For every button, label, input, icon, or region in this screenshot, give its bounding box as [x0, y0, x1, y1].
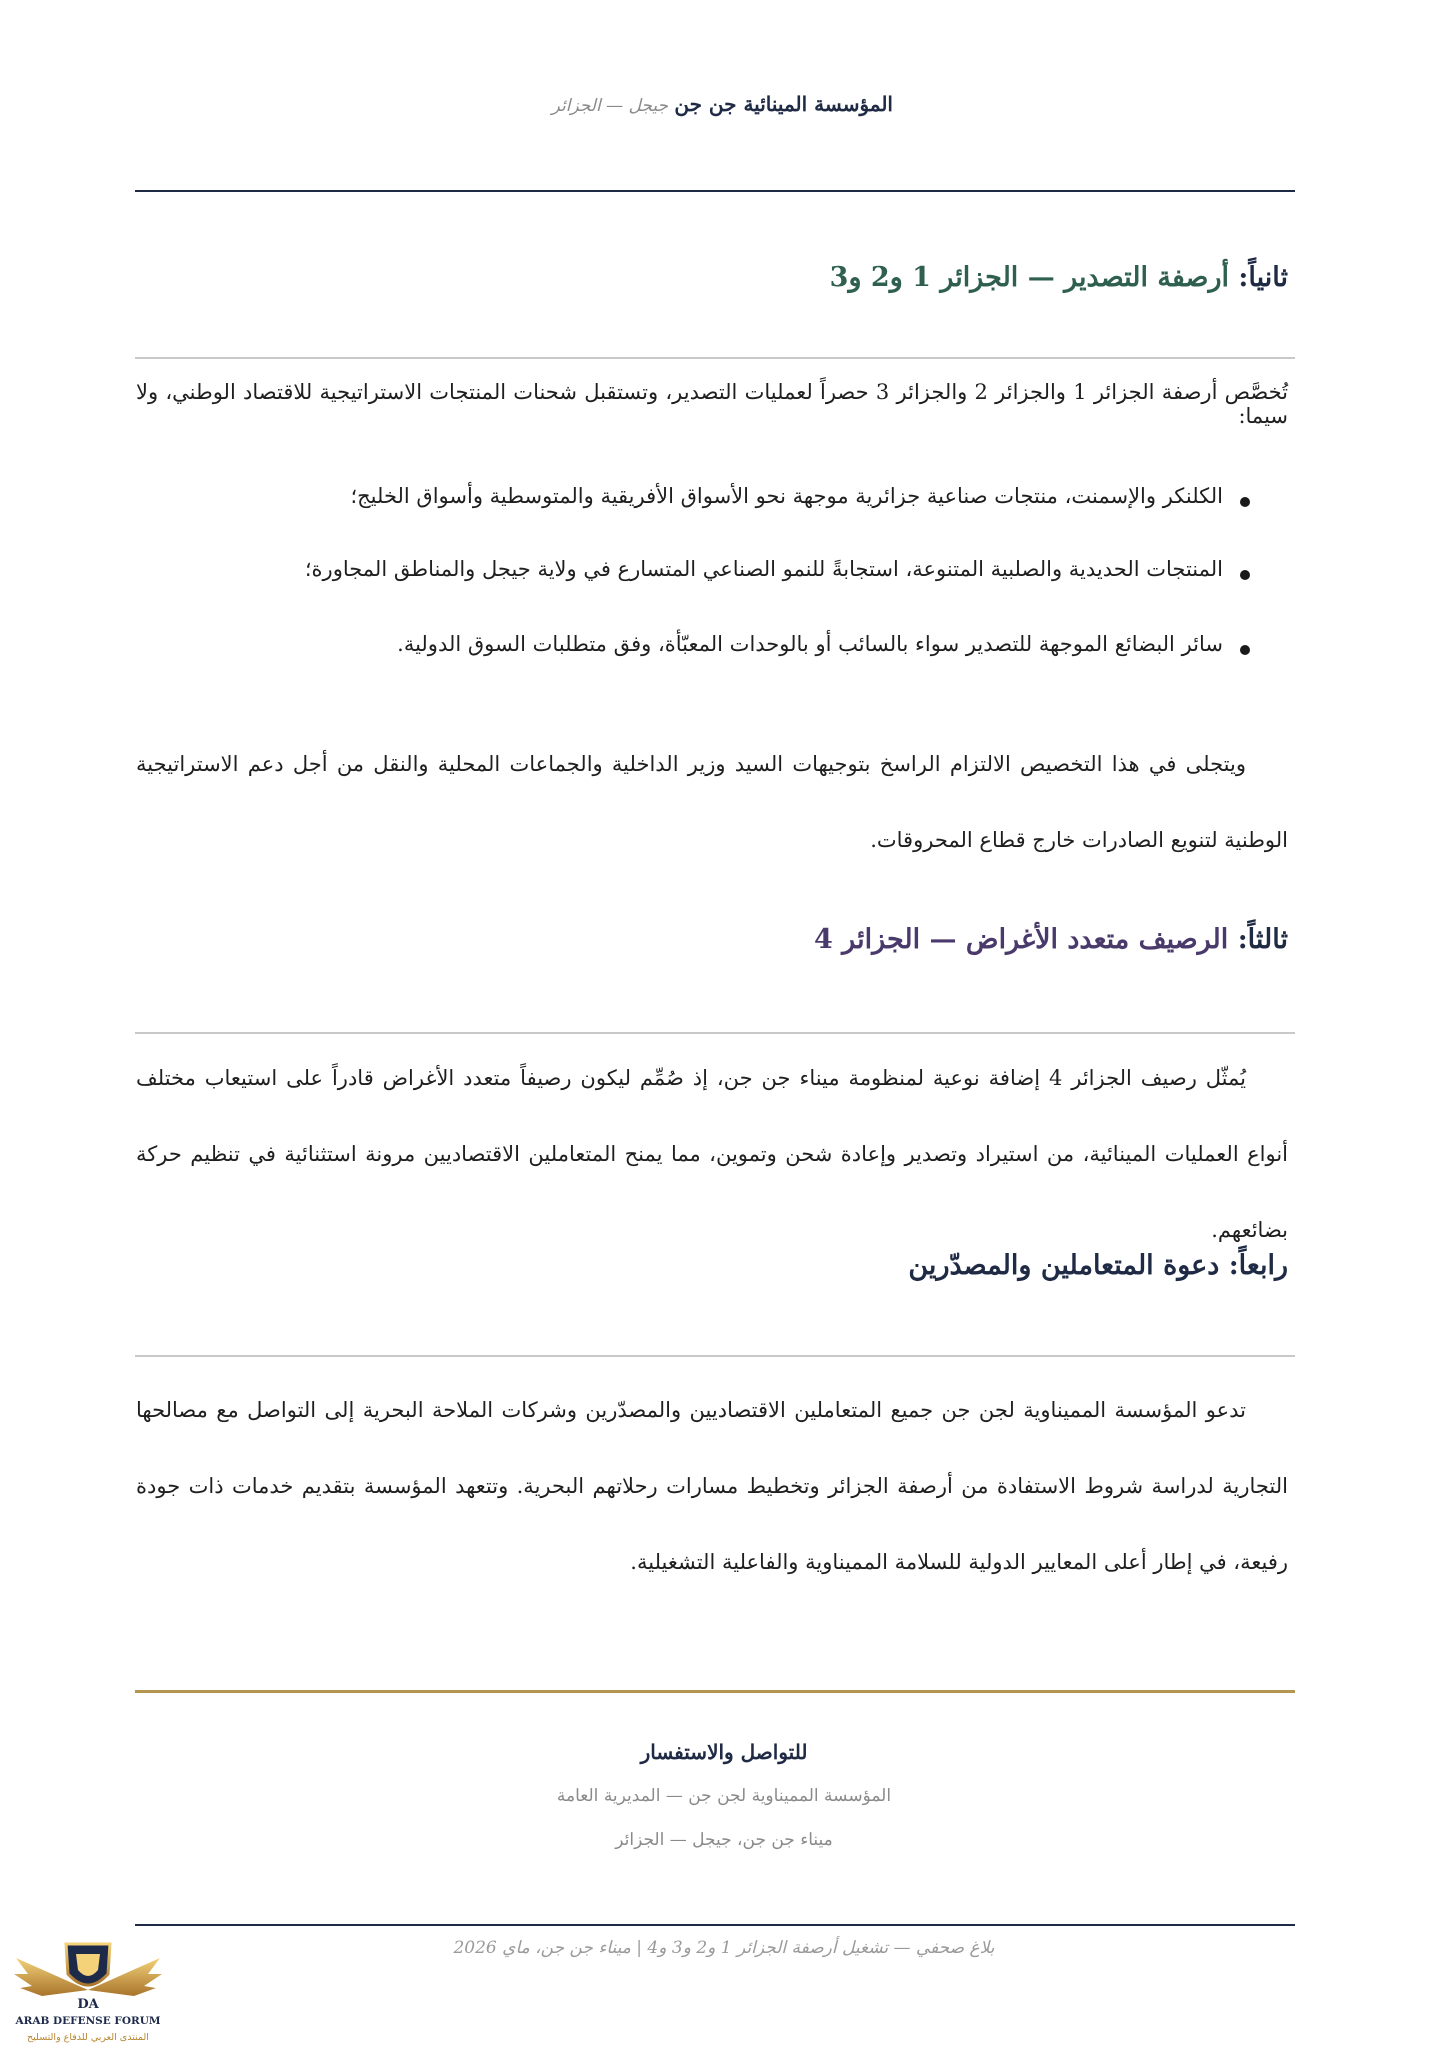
contact-divider: [135, 1690, 1295, 1693]
section2-prefix: ثانياً:: [1238, 262, 1288, 293]
contact-line-2: ميناء جن جن، جيجل — الجزائر: [615, 1830, 833, 1850]
section4-body: تدعو المؤسسة المميناوية لجن جن جميع المتعاملين الاقتصاديين والمصدّرين وشركات الملاحة البحرية إلى التواصل مع مصالحها التجارية لدراسة شروط الاستفادة من أرصفة الجزائر وتخطيط مسارات رحلاتهم البحرية. وتتعهد المؤسسة بتقديم خدمات ذات جودة رفيعة، في إطار أعلى المعايير الدولية للسلامة المميناوية والفاعلية التشغيلية.: [136, 1398, 1288, 1574]
bullet-dot: [1240, 645, 1250, 655]
section2-title: أرصفة التصدير — الجزائر 1 و2 و3: [829, 262, 1229, 293]
section3-body: يُمثّل رصيف الجزائر 4 إضافة نوعية لمنظومة ميناء جن جن، إذ صُمِّم ليكون رصيفاً متعدد الأغراض قادراً على استيعاب مختلف أنواع العمليات المينائية، من استيراد وتصدير وإعادة شحن وتموين، مما يمنح المتعاملين الاقتصاديين مرونة استثنائية في تنظيم حركة بضائعهم.: [136, 1066, 1288, 1242]
section4-prefix: رابعاً:: [1228, 1250, 1288, 1281]
header-location: جيجل — الجزائر: [551, 96, 668, 116]
section4-divider: [135, 1355, 1295, 1357]
section2-bullet-1: الكلنكر والإسمنت، منتجات صناعية جزائرية موجهة نحو الأسواق الأفريقية والمتوسطية وأسواق الخليج؛: [350, 484, 1223, 508]
arab-defense-forum-logo: [8, 1930, 168, 2048]
section2-bullet-2: المنتجات الحديدية والصلبية المتنوعة، استجابةً للنمو الصناعي المتسارع في ولاية جيجل والمناطق المجاورة؛: [304, 557, 1223, 581]
section3-heading: [814, 924, 1288, 955]
section4-title: دعوة المتعاملين والمصدّرين: [908, 1250, 1220, 1281]
section2-closing: ويتجلى في هذا التخصيص الالتزام الراسخ بتوجيهات السيد وزير الداخلية والجماعات المحلية والنقل من أجل دعم الاستراتيجية الوطنية لتنويع الصادرات خارج قطاع المحروقات.: [136, 752, 1288, 852]
section2-heading: [830, 262, 1288, 293]
section2-bullet-3: سائر البضائع الموجهة للتصدير سواء بالسائب أو بالوحدات المعبّأة، وفق متطلبات السوق الدولية.: [397, 632, 1223, 656]
section3-divider: [135, 1032, 1295, 1034]
section2-divider: [135, 357, 1295, 359]
header-divider: [135, 190, 1295, 192]
section2-intro: تُخصَّص أرصفة الجزائر 1 والجزائر 2 والجزائر 3 حصراً لعمليات التصدير، وتستقبل شحنات المنتجات الاستراتيجية للاقتصاد الوطني، ولا سيما:: [136, 380, 1288, 428]
contact-title: للتواصل والاستفسار: [640, 1740, 808, 1764]
bullet-dot: [1240, 570, 1250, 580]
section3-title: الرصيف متعدد الأغراض — الجزائر 4: [813, 924, 1229, 955]
logo-arabic: المنتدى العربي للدفاع والتسليح: [27, 2032, 149, 2043]
logo-name: ARAB DEFENSE FORUM: [15, 2015, 161, 2027]
bullet-dot: [1240, 497, 1250, 507]
footer-text: بلاغ صحفي — تشغيل أرصفة الجزائر 1 و2 و3 و4 | ميناء جن جن، ماي 2026: [453, 1938, 995, 1958]
page-header: [552, 92, 893, 116]
section4-heading: [908, 1250, 1288, 1281]
header-org: المؤسسة المينائية جن جن: [674, 92, 893, 116]
contact-line-1: المؤسسة المميناوية لجن جن — المديرية العامة: [556, 1786, 892, 1806]
footer-divider: [135, 1924, 1295, 1926]
logo-mark: DA: [77, 1997, 99, 2012]
section3-prefix: ثالثاً:: [1237, 924, 1288, 955]
